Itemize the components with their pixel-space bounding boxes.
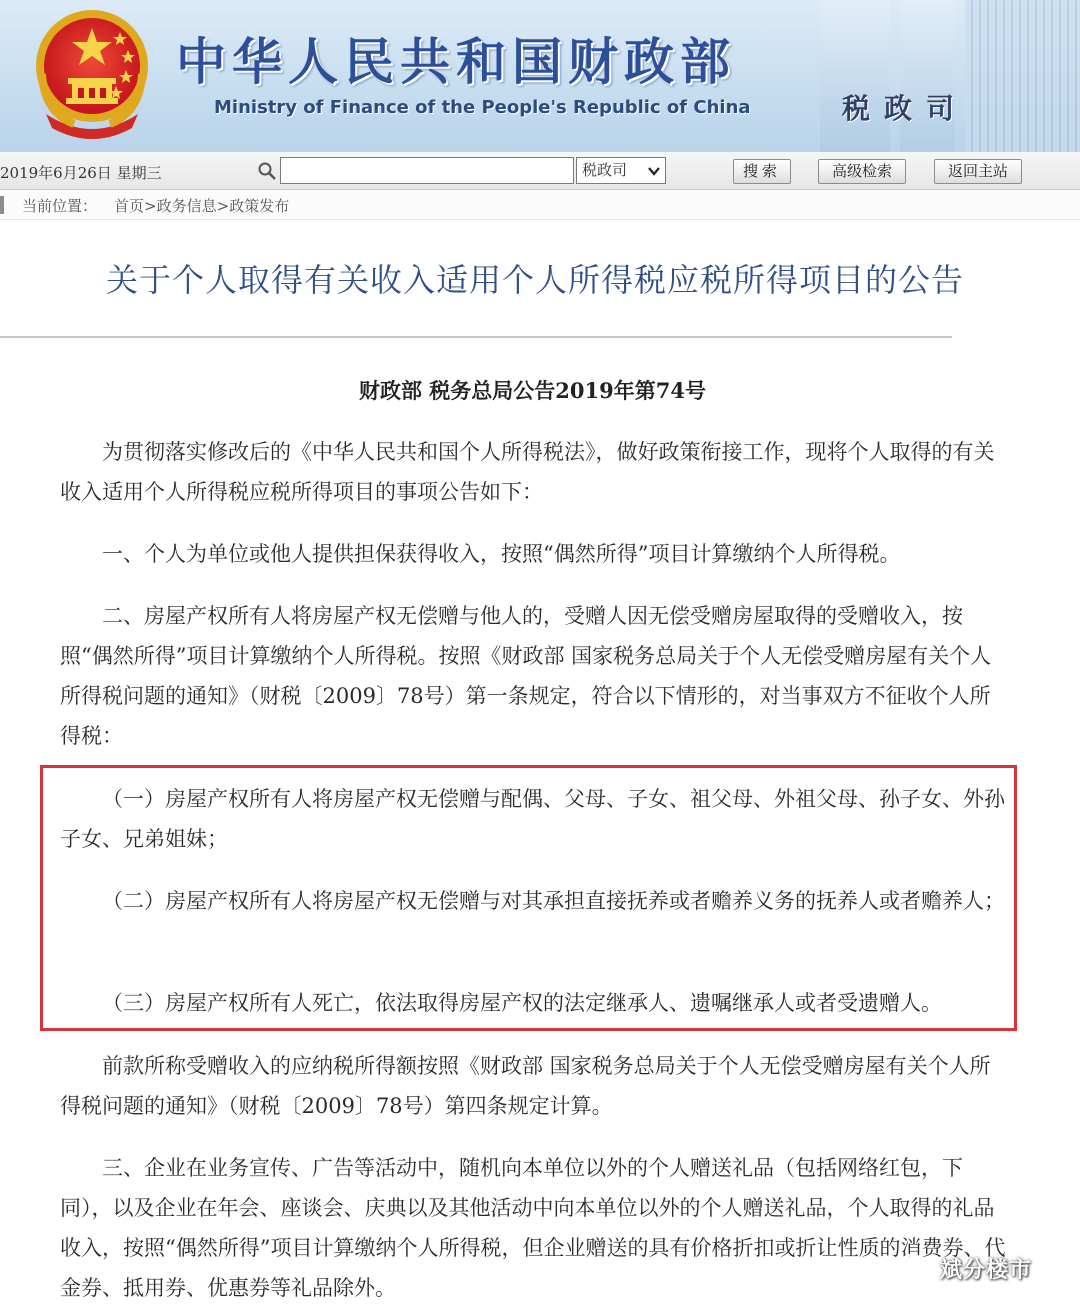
search-scope-value: 税政司 (582, 161, 628, 179)
wechat-icon (898, 1253, 934, 1283)
department-name: 税政司 (842, 92, 969, 125)
article-paragraph: 三、企业在业务宣传、广告等活动中，随机向本单位以外的个人赠送礼品（包括网络红包，下同），以及企业在年会、座谈会、庆典以及其他活动中向本单位以外的个人赠送礼品，个人取得的礼品收入，按照“偶然所得”项目计算缴纳个人所得税，但企业赠送的具有价格折扣或折让性质的消费券、代金券、抵用券、优惠券等礼品除外。 (60, 1156, 1006, 1300)
search-input[interactable] (280, 157, 574, 184)
banner-building (820, 0, 890, 152)
article-paragraph: （三）房屋产权所有人死亡，依法取得房屋产权的法定继承人、遗嘱继承人或者受遗赠人。 (102, 991, 942, 1015)
current-date: 2019年6月26日 星期三 (0, 164, 162, 182)
breadcrumb-label: 当前位置： (22, 197, 98, 215)
breadcrumb (0, 190, 1080, 220)
article-paragraph: 二、房屋产权所有人将房屋产权无偿赠与他人的，受赠人因无偿受赠房屋取得的受赠收入，按照“偶然所得”项目计算缴纳个人所得税。按照《财政部 国家税务总局关于个人无偿受赠房屋有关个人所得税问题的通知》（财税〔2009〕78号）第一条规定，符合以下情形的，对当事双方不征收个人所得税： (60, 604, 992, 748)
site-title: 中华人民共和国财政部 (176, 33, 736, 91)
document-number: 财政部 税务总局公告2019年第74号 (359, 378, 706, 403)
watermark (898, 1248, 1032, 1288)
site-title-english: Ministry of Finance of the People's Republic of China (214, 97, 751, 118)
breadcrumb-item-gov-info[interactable]: 政务信息 (156, 197, 217, 215)
search-scope-select[interactable] (576, 157, 666, 184)
article-paragraph: （一）房屋产权所有人将房屋产权无偿赠与配偶、父母、子女、祖父母、外祖父母、孙子女、外孙子女、兄弟姐妹； (60, 787, 1005, 851)
return-home-button[interactable]: 返回主站 (934, 159, 1022, 184)
breadcrumb-separator: > (216, 197, 230, 215)
banner-building (965, 0, 1080, 152)
article-title: 关于个人取得有关收入适用个人所得税应税所得项目的公告 (105, 261, 964, 299)
national-emblem-icon (28, 4, 156, 144)
breadcrumb-item-policy[interactable]: 政策发布 (229, 197, 290, 215)
advanced-search-button[interactable]: 高级检索 (818, 159, 906, 184)
breadcrumb-item-home[interactable]: 首页 (114, 197, 145, 215)
breadcrumb-separator: > (144, 197, 157, 215)
watermark-text: 斌分楼市 (940, 1257, 1033, 1283)
top-toolbar (0, 152, 1080, 190)
search-button[interactable]: 搜索 (733, 159, 791, 184)
site-banner (0, 0, 1080, 152)
breadcrumb-marker (0, 196, 4, 214)
breadcrumb-path (114, 195, 289, 216)
title-divider (0, 336, 952, 338)
banner-building (900, 0, 955, 152)
article-paragraph: 前款所称受赠收入的应纳税所得额按照《财政部 国家税务总局关于个人无偿受赠房屋有关个人所得税问题的通知》（财税〔2009〕78号）第四条规定计算。 (60, 1054, 991, 1118)
search-icon[interactable] (257, 161, 277, 181)
article-paragraph: （二）房屋产权所有人将房屋产权无偿赠与对其承担直接抚养或者赡养义务的抚养人或者赡养人； (102, 889, 1005, 913)
article-paragraph: 为贯彻落实修改后的《中华人民共和国个人所得税法》，做好政策衔接工作，现将个人取得的有关收入适用个人所得税应税所得项目的事项公告如下： (60, 440, 995, 504)
chevron-down-icon (647, 164, 661, 178)
article-paragraph: 一、个人为单位或他人提供担保获得收入，按照“偶然所得”项目计算缴纳个人所得税。 (102, 542, 901, 566)
